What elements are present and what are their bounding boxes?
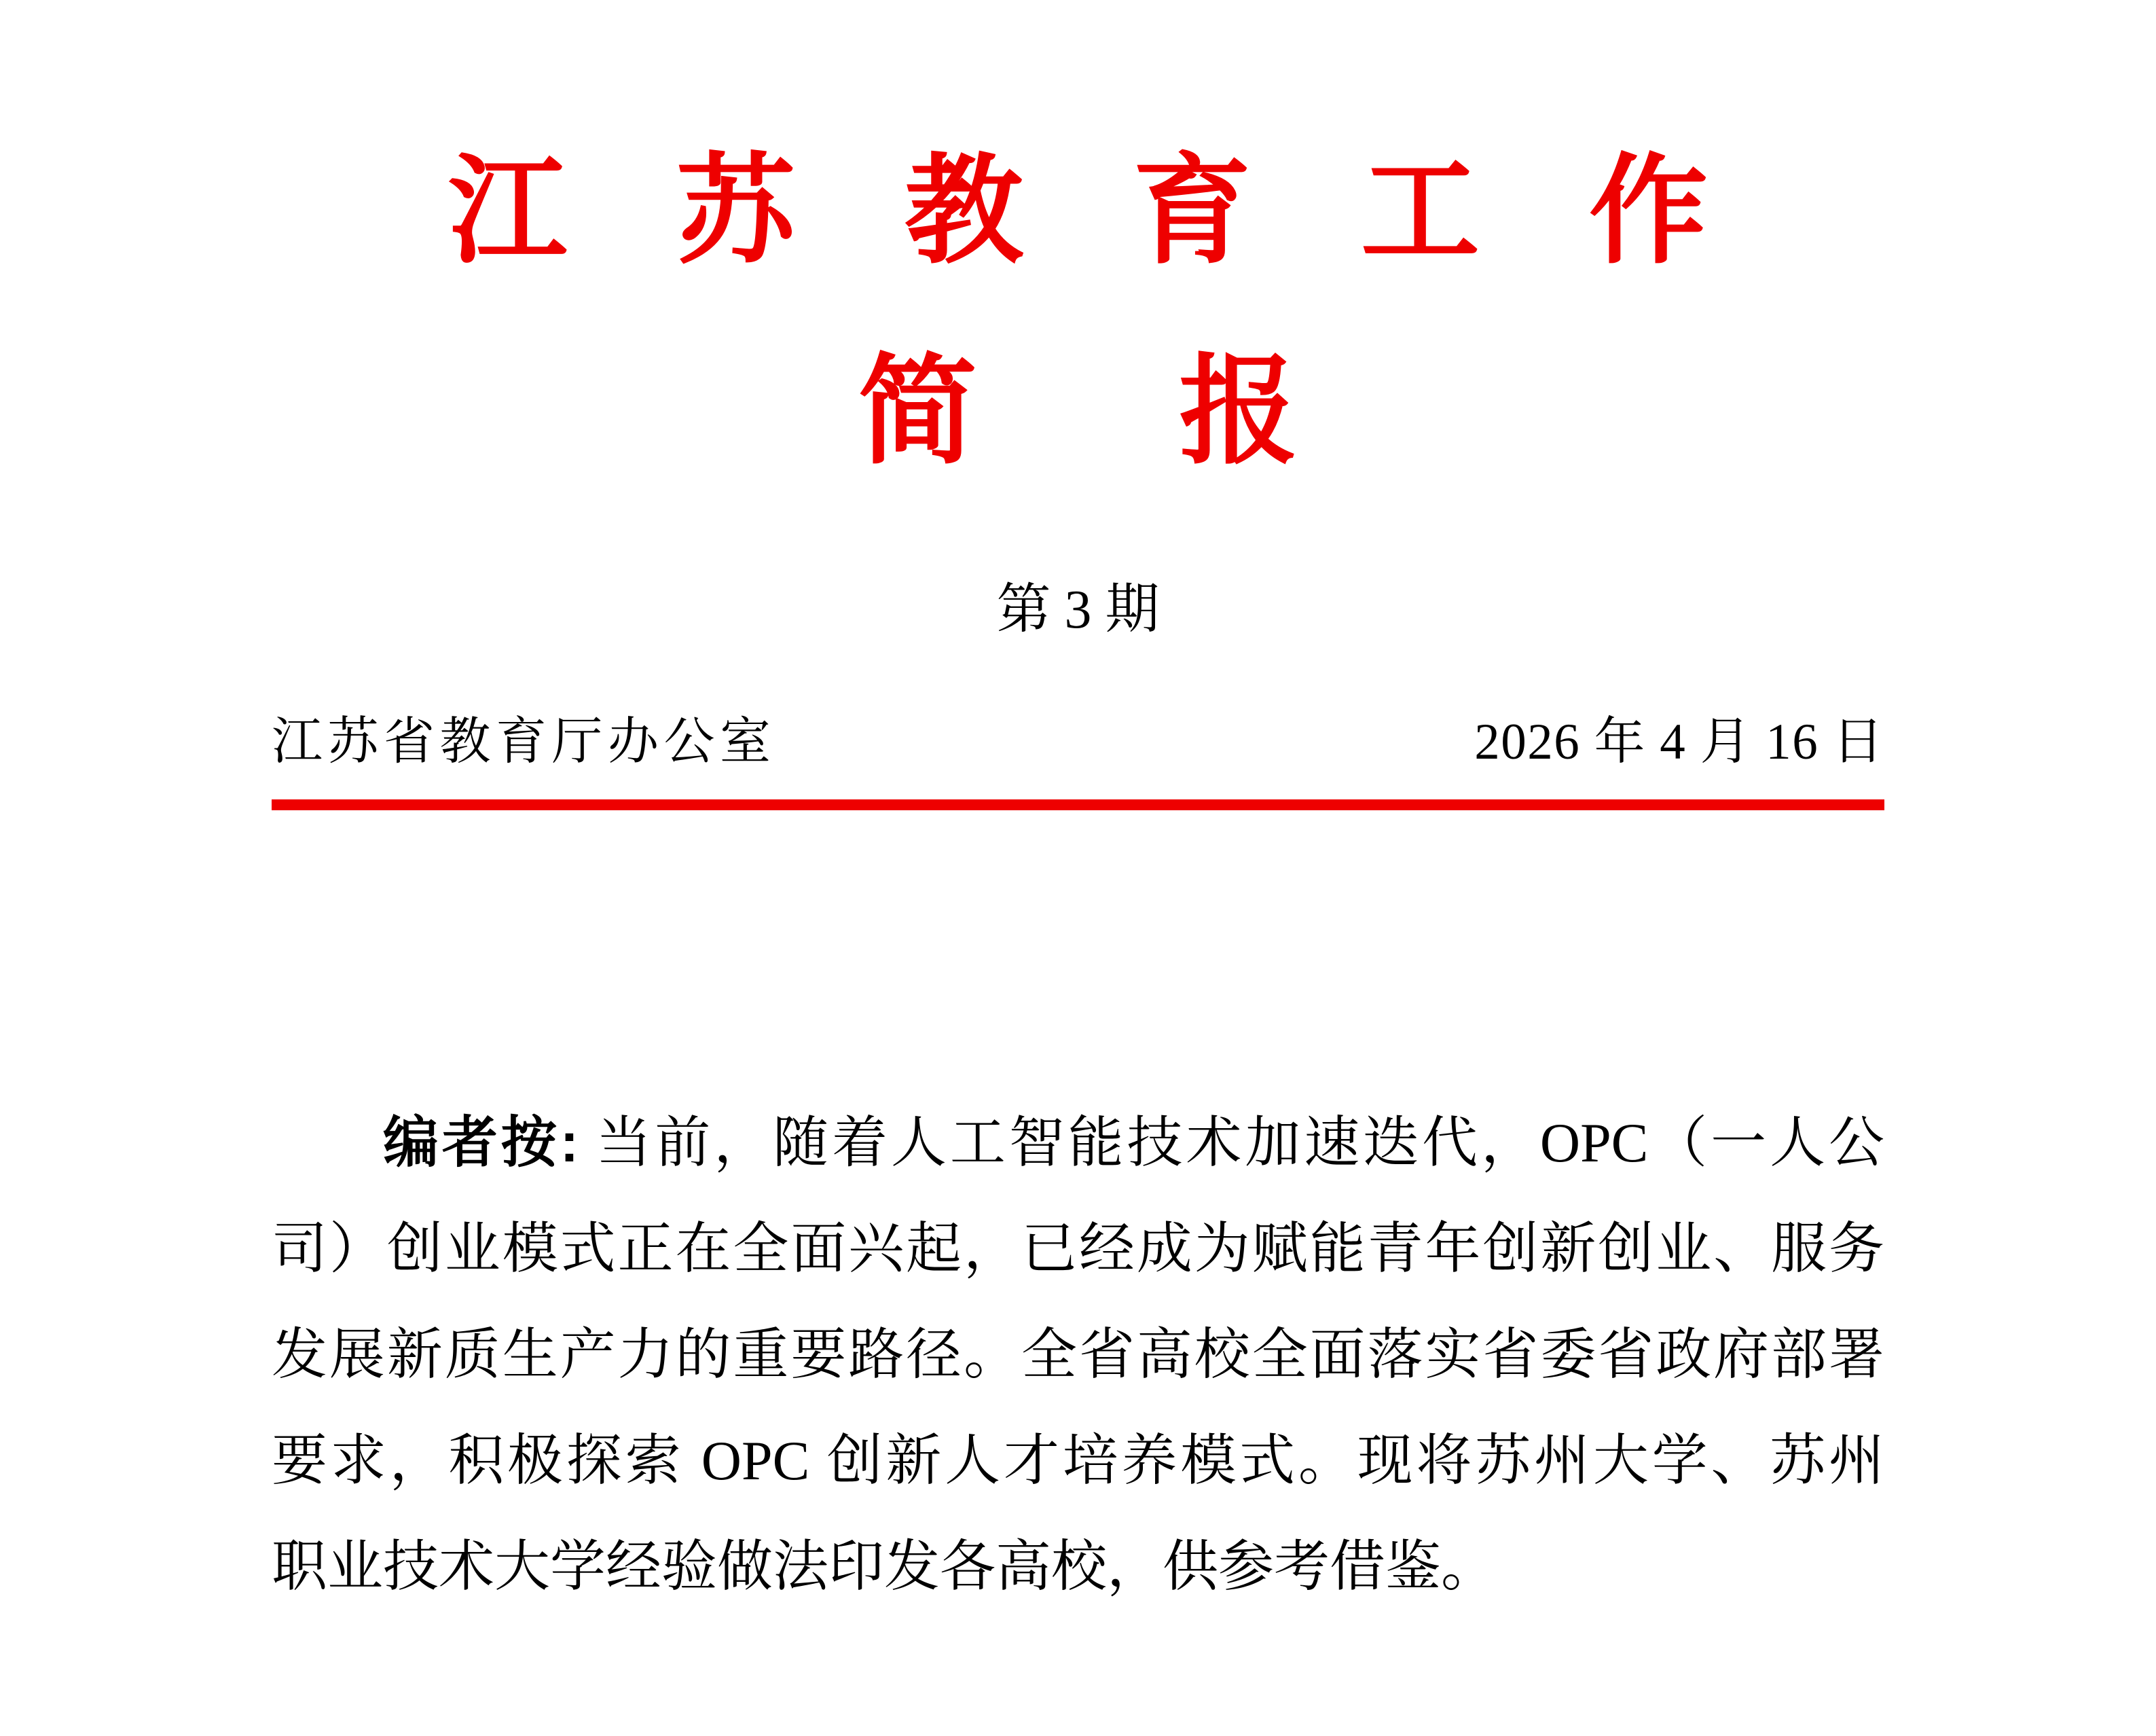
issue-number: 第 3 期 bbox=[996, 580, 1160, 640]
issuer-date-row bbox=[272, 715, 1884, 770]
paragraph-line: 司）创业模式正在全面兴起，已经成为赋能青年创新创业、服务 bbox=[272, 1218, 1884, 1280]
masthead bbox=[0, 146, 2156, 810]
editor-note-label: 编者按: bbox=[383, 1112, 579, 1174]
paragraph-line-first-text: 当前，随着人工智能技术加速迭代，OPC（一人公 bbox=[579, 1112, 1884, 1174]
paragraph-lines bbox=[272, 1196, 1884, 1620]
paragraph-line: 发展新质生产力的重要路径。全省高校全面落实省委省政府部署 bbox=[272, 1324, 1884, 1386]
red-divider-rule bbox=[272, 799, 1884, 810]
bulletin-title-line2: 简报 bbox=[858, 346, 1500, 478]
document-body bbox=[272, 1090, 1884, 1620]
paragraph-line-first bbox=[272, 1090, 1884, 1196]
paragraph-line: 职业技术大学经验做法印发各高校，供参考借鉴。 bbox=[272, 1536, 1497, 1597]
bulletin-title-line1: 江苏教育工作 bbox=[448, 146, 1817, 278]
issue-date: 2026 年 4 月 16 日 bbox=[1474, 714, 1884, 770]
paragraph-line: 要求，积极探索 OPC 创新人才培养模式。现将苏州大学、苏州 bbox=[272, 1430, 1884, 1491]
issuing-office: 江苏省教育厅办公室 bbox=[272, 714, 776, 770]
